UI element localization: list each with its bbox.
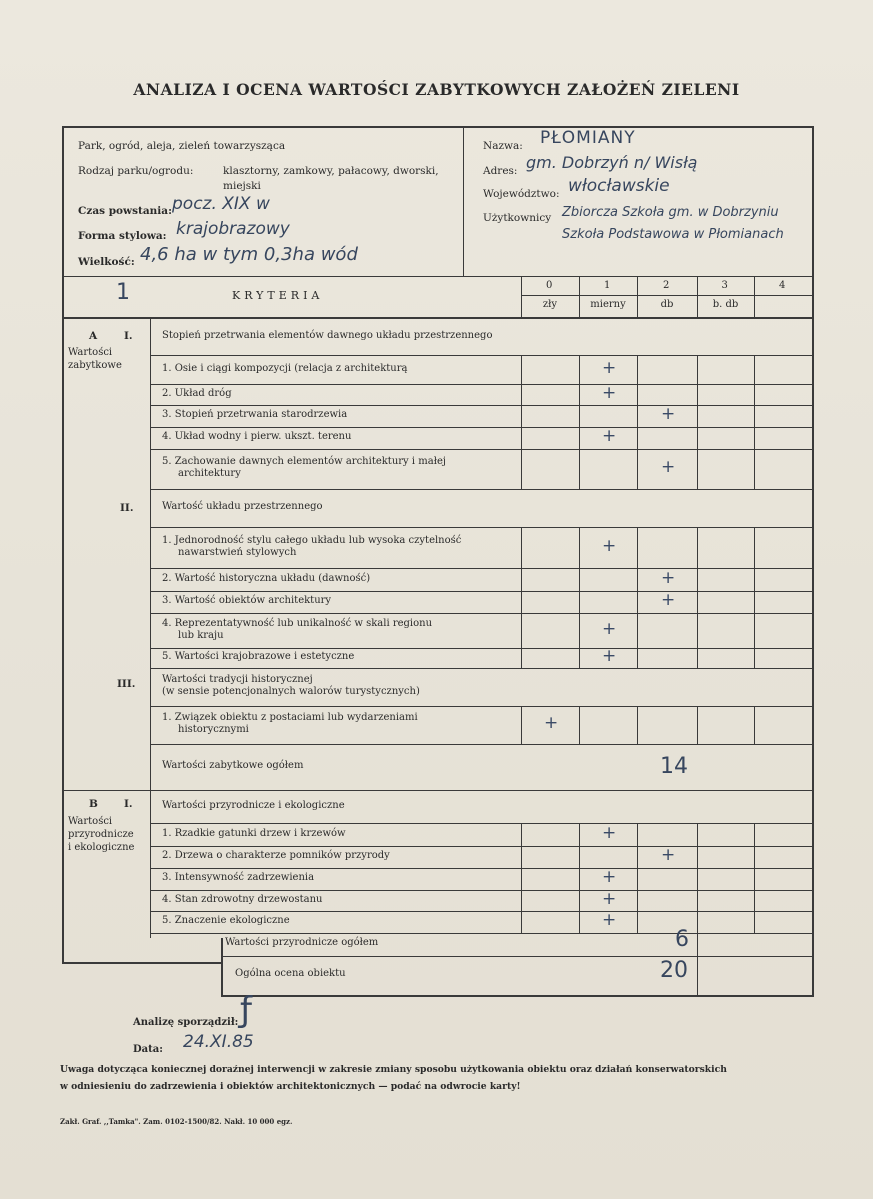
criterion-s4b: lub kraju [178,629,224,641]
score-col-divider-head-1 [637,277,638,318]
section-b-letter: B [89,798,98,810]
criterion-total_a: Wartości zabytkowe ogółem [162,760,304,771]
row-bottom-n2 [150,868,813,869]
voivodeship-value: włocławskie [568,176,670,196]
criterion-g1: Stopień przetrwania elementów dawnego układu przestrzennego [162,329,493,341]
cell-divider-s1a-4 [754,527,755,568]
cell-divider-r5a-2 [637,449,638,489]
total-b-bottom [221,956,813,957]
score-label-3: b. db [712,299,739,310]
type-options-2: miejski [223,180,261,192]
row-bottom-r2 [150,405,813,406]
score-num-3: 3 [721,280,728,291]
cell-divider-t1a-3 [697,706,698,744]
cell-divider-s4a-2 [637,613,638,648]
cell-divider-r2-3 [697,384,698,405]
cell-divider-n1-2 [637,823,638,846]
cell-divider-s2-0 [521,568,522,591]
cell-divider-n2-4 [754,846,755,868]
score-mark-n4: + [602,888,617,909]
score-mark-n3: + [602,867,617,887]
criterion-t1b: historycznymi [178,724,249,735]
cell-divider-t1a-4 [754,706,755,744]
cell-divider-s1a-0 [521,527,522,568]
cell-divider-n2-3 [697,846,698,868]
frame-bottom-a [62,962,222,964]
voivodeship-label: Województwo: [483,188,560,200]
cell-divider-n4-0 [521,890,522,911]
cell-divider-s1a-1 [579,527,580,568]
cell-divider-n2-1 [579,846,580,868]
score-mark-t1a: + [544,713,559,733]
cell-divider-n3-4 [754,868,755,890]
note-line-1: Uwaga dotycząca koniecznej doraźnej interwencji w zakresie zmiany sposobu użytkowania obiektu oraz działań konserwatorskich [60,1064,727,1075]
criteria-header-bottom [62,317,813,319]
cell-divider-s4a-0 [521,613,522,648]
park-types-text: Park, ogród, aleja, zieleń towarzysząca [78,140,286,152]
margin-mark: 1 [116,280,130,305]
cell-divider-n2-2 [637,846,638,868]
criterion-r1: 1. Osie i ciągi kompozycji (relacja z architekturą [162,362,408,374]
row-bottom-r3 [150,427,813,428]
cell-divider-r3-3 [697,405,698,427]
cell-divider-s5-0 [521,648,522,668]
section-b-title: Wartości przyrodnicze i ekologiczne [68,816,135,853]
cell-divider-r1-1 [579,355,580,384]
row-bottom-s5 [150,668,813,669]
section-divider [150,318,151,938]
cell-divider-s5-1 [579,648,580,668]
cell-divider-n3-0 [521,868,522,890]
score-mark-s1a: + [602,535,617,556]
criterion-n5: 5. Znaczenie ekologiczne [162,915,290,926]
row-bottom-s4a [150,648,813,649]
score-num-2: 2 [663,280,670,291]
cell-divider-n5-1 [579,911,580,933]
created-value: pocz. XIX w [172,194,270,214]
score-label-2: db [660,299,674,310]
score-col-divider-head-0 [579,277,580,318]
score-num-0: 0 [546,280,553,291]
score-mark-s2: + [661,567,676,588]
cell-divider-r2-4 [754,384,755,405]
cell-divider-n1-0 [521,823,522,846]
cell-divider-n4-3 [697,890,698,911]
score-mark-n5: + [602,910,617,930]
criterion-total_b: Wartości przyrodnicze ogółem [225,937,379,948]
cell-divider-s5-2 [637,648,638,668]
cell-divider-s5-4 [754,648,755,668]
size-value: 4,6 ha w tym 0,3ha wód [140,244,358,265]
type-label: Rodzaj parku/ogrodu: [78,165,194,177]
score-label-1: mierny [590,299,626,310]
type-options: klasztorny, zamkowy, pałacowy, dworski, [223,165,439,177]
cell-divider-r2-2 [637,384,638,405]
row-bottom-g4 [150,823,813,824]
date-label: Data: [133,1044,163,1055]
criterion-r4: 4. Układ wodny i pierw. ukszt. terenu [162,431,352,442]
section-a-roman: I. [124,330,133,342]
score-num-4: 4 [779,280,786,291]
cell-divider-r1-0 [521,355,522,384]
cell-divider-n5-4 [754,911,755,933]
cell-divider-n1-3 [697,823,698,846]
criterion-g4: Wartości przyrodnicze i ekologiczne [162,799,345,811]
total-value-b: 6 [675,927,689,952]
frame-bottom-b [221,995,814,997]
criterion-t1a: 1. Związek obiektu z postaciami lub wydarzeniami [162,712,418,723]
cell-divider-t1a-0 [521,706,522,744]
score-num-1: 1 [604,280,611,291]
frame-bottom-step [221,938,223,996]
criterion-overall: Ogólna ocena obiektu [235,968,346,979]
cell-divider-s4a-3 [697,613,698,648]
users-label: Użytkownicy [483,212,552,224]
row-bottom-g1 [150,355,813,356]
score-mark-r4: + [602,426,617,446]
row-bottom-n1 [150,846,813,847]
cell-divider-s2-4 [754,568,755,591]
park-types [78,140,285,152]
note-line-2: w odniesieniu do zadrzewienia i obiektów architektonicznych — podać na odwrocie karty! [60,1081,521,1092]
cell-divider-s3-2 [637,591,638,613]
cell-divider-r5a-3 [697,449,698,489]
score-header-top [521,276,522,318]
section-b-roman: I. [124,798,133,810]
row-bottom-n5 [150,933,813,934]
criterion-g2: Wartość układu przestrzennego [162,501,323,512]
date-value: 24.XI.85 [183,1032,254,1052]
cell-divider-n5-3 [697,911,698,933]
criterion-s5: 5. Wartości krajobrazowe i estetyczne [162,651,355,662]
criterion-r3: 3. Stopień przetrwania starodrzewia [162,409,348,420]
cell-divider-r2-1 [579,384,580,405]
row-bottom-n3 [150,890,813,891]
row-bottom-r1 [150,384,813,385]
cell-divider-s5-3 [697,648,698,668]
cell-divider-s4a-4 [754,613,755,648]
cell-divider-s3-0 [521,591,522,613]
total-b-right [697,933,698,996]
name-label: Nazwa: [483,140,523,152]
cell-divider-s2-1 [579,568,580,591]
address-value: gm. Dobrzyń n/ Wisłą [526,153,698,172]
criterion-s2: 2. Wartość historyczna układu (dawność) [162,572,371,584]
criterion-s1a: 1. Jednorodność stylu całego układu lub wysoka czytelność [162,534,462,546]
cell-divider-r3-0 [521,405,522,427]
cell-divider-r5a-0 [521,449,522,489]
section-a-title: Wartości zabytkowe [68,347,122,371]
cell-divider-n5-0 [521,911,522,933]
score-mark-n2: + [661,845,676,865]
cell-divider-s4a-1 [579,613,580,648]
signature: ƒ [240,990,252,1030]
cell-divider-r5a-4 [754,449,755,489]
section-a-letter: A [89,330,98,342]
row-bottom-s3 [150,613,813,614]
score-col-divider-head-3 [754,277,755,318]
cell-divider-s1a-3 [697,527,698,568]
row-bottom-t1a [150,744,813,745]
score-col-divider-head-2 [697,277,698,318]
score-mark-s4a: + [602,618,617,639]
criterion-s4a: 4. Reprezentatywność lub unikalność w skali regionu [162,617,433,629]
total-value-total_a: 14 [660,754,688,779]
cell-divider-r4-1 [579,427,580,449]
overall-value: 20 [660,958,688,983]
cell-divider-s2-2 [637,568,638,591]
score-mark-r3: + [661,404,676,424]
cell-divider-n4-2 [637,890,638,911]
criterion-r2: 2. Układ dróg [162,387,232,399]
score-mark-r2: + [602,382,617,403]
cell-divider-r2-0 [521,384,522,405]
cell-divider-r4-0 [521,427,522,449]
page-title: ANALIZA I OCENA WARTOŚCI ZABYTKOWYCH ZAŁOŻEŃ ZIELENI [133,80,740,99]
cell-divider-n1-4 [754,823,755,846]
criterion-n3: 3. Intensywność zadrzewienia [162,872,315,883]
cell-divider-r1-4 [754,355,755,384]
info-divider [463,127,464,277]
criterion-g3a: Wartości tradycji historycznej [162,674,313,685]
cell-divider-t1a-1 [579,706,580,744]
users-value-2: Szkoła Podstawowa w Płomianach [562,227,784,242]
cell-divider-n3-2 [637,868,638,890]
row-bottom-g3a [150,706,813,707]
cell-divider-r3-4 [754,405,755,427]
cell-divider-s2-3 [697,568,698,591]
row-bottom-s2 [150,591,813,592]
made-by-label: Analizę sporządził: [133,1017,239,1028]
cell-divider-r4-3 [697,427,698,449]
info-bottom [62,276,813,277]
section-a-iii: III. [117,678,136,690]
cell-divider-n2-0 [521,846,522,868]
score-mark-s3: + [661,590,676,610]
row-bottom-n4 [150,911,813,912]
cell-divider-n4-4 [754,890,755,911]
cell-divider-n3-3 [697,868,698,890]
users-value: Zbiorcza Szkoła gm. w Dobrzyniu [562,205,779,220]
score-mark-r5a: + [661,457,676,477]
style-label: Forma stylowa: [78,230,167,242]
cell-divider-r4-4 [754,427,755,449]
score-header-mid [521,295,813,296]
cell-divider-r3-2 [637,405,638,427]
criterion-n1: 1. Rzadkie gatunki drzew i krzewów [162,827,346,839]
cell-divider-n4-1 [579,890,580,911]
section-a-ii: II. [120,502,134,514]
score-label-0: zły [542,299,558,310]
size-label: Wielkość: [78,256,135,268]
criterion-s3: 3. Wartość obiektów architektury [162,595,332,606]
created-label: Czas powstania: [78,205,172,217]
cell-divider-s3-1 [579,591,580,613]
cell-divider-r3-1 [579,405,580,427]
criterion-r5a: 5. Zachowanie dawnych elementów architektury i małej [162,456,446,467]
row-bottom-r4 [150,449,813,450]
score-mark-r1: + [602,357,617,378]
criterion-s1b: nawarstwień stylowych [178,546,297,558]
cell-divider-s3-4 [754,591,755,613]
score-mark-n1: + [602,822,617,843]
print-info: Zakł. Graf. ,,Tamka". Zam. 0102-1500/82. Nakł. 10 000 egz. [60,1117,293,1126]
cell-divider-r5a-1 [579,449,580,489]
address-label: Adres: [483,165,518,177]
cell-divider-s3-3 [697,591,698,613]
criterion-r5b: architektury [178,468,241,479]
cell-divider-n1-1 [579,823,580,846]
frame-top [62,126,813,128]
frame-right [812,126,814,996]
criteria-header: KRYTERIA [232,289,324,302]
cell-divider-n3-1 [579,868,580,890]
row-bottom-s1a [150,568,813,569]
name-value: PŁOMIANY [540,128,636,148]
style-value: krajobrazowy [176,219,290,239]
score-mark-s5: + [602,646,617,666]
cell-divider-n5-2 [637,911,638,933]
criterion-n2: 2. Drzewa o charakterze pomników przyrody [162,850,390,861]
cell-divider-r1-2 [637,355,638,384]
cell-divider-r4-2 [637,427,638,449]
row-bottom-total_a [150,790,813,791]
criterion-n4: 4. Stan zdrowotny drzewostanu [162,893,323,905]
criterion-g3b: (w sensie potencjonalnych walorów turystycznych) [162,686,420,697]
cell-divider-r1-3 [697,355,698,384]
cell-divider-s1a-2 [637,527,638,568]
frame-left [62,126,64,963]
row-bottom-g2 [150,527,813,528]
cell-divider-t1a-2 [637,706,638,744]
row-bottom-r5a [150,489,813,490]
